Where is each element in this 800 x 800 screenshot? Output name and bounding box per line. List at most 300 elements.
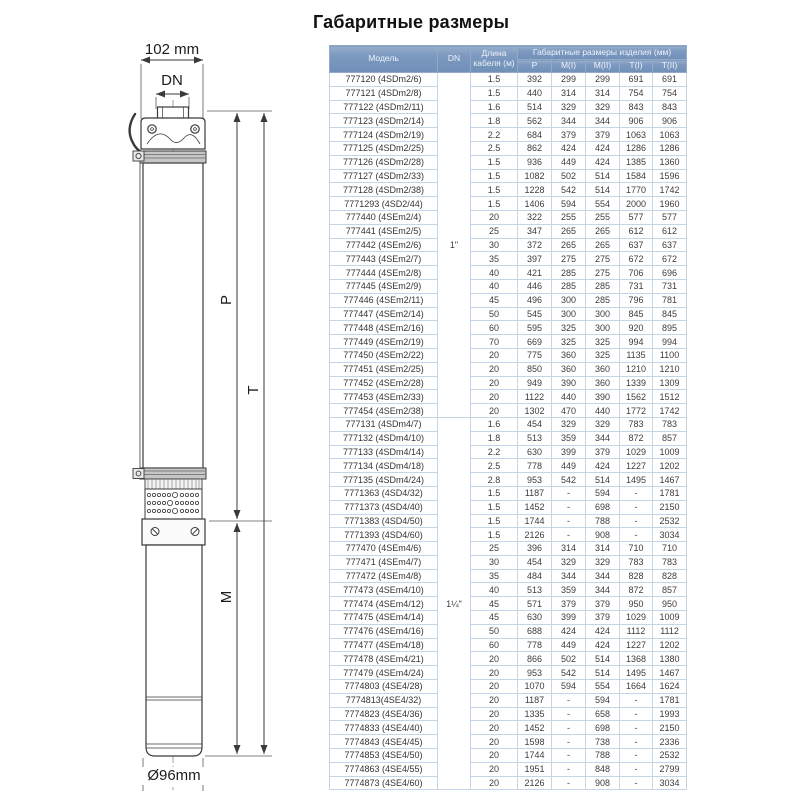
dim-p-cell: 778: [518, 459, 552, 473]
dim-t2-cell: 1360: [653, 155, 687, 169]
dim-m2-cell: 360: [586, 376, 620, 390]
dim-m1-cell: 449: [552, 155, 586, 169]
cable-length-cell: 60: [471, 321, 518, 335]
model-cell: 777450 (4SEm2/22): [330, 348, 438, 362]
motor-housing: [146, 545, 202, 756]
dim-p-cell: 1452: [518, 721, 552, 735]
dim-t2-cell: 696: [653, 266, 687, 280]
dim-p-cell: 484: [518, 569, 552, 583]
dn-cell: 1¼": [438, 417, 471, 790]
dim-t1-cell: 1112: [620, 624, 653, 638]
table-row: [330, 762, 687, 776]
dim-t1-cell: 906: [620, 114, 653, 128]
model-cell: 777452 (4SEm2/28): [330, 376, 438, 390]
dim-t2-cell: 1742: [653, 183, 687, 197]
dim-t1-cell: 1029: [620, 611, 653, 625]
model-cell: 777126 (4SDm2/28): [330, 155, 438, 169]
dim-p-cell: 513: [518, 431, 552, 445]
dim-m2-cell: 329: [586, 100, 620, 114]
cable-length-cell: 2.5: [471, 459, 518, 473]
table-row: [330, 141, 687, 155]
dim-t1-cell: 1063: [620, 128, 653, 142]
dim-m1-cell: 440: [552, 390, 586, 404]
dim-m2-cell: 424: [586, 141, 620, 155]
table-row: [330, 707, 687, 721]
dim-t1-cell: 1664: [620, 680, 653, 694]
model-cell: 777471 (4SEm4/7): [330, 555, 438, 569]
model-cell: 7774843 (4SE4/45): [330, 735, 438, 749]
dim-t1-cell: 706: [620, 266, 653, 280]
dim-m2-cell: 300: [586, 321, 620, 335]
dim-p-cell: 1744: [518, 749, 552, 763]
dim-p-cell: 1598: [518, 735, 552, 749]
dim-m1-cell: 360: [552, 362, 586, 376]
model-cell: 777444 (4SEm2/8): [330, 266, 438, 280]
dim-m2-cell: 554: [586, 197, 620, 211]
model-cell: 777447 (4SEm2/14): [330, 307, 438, 321]
dim-t1-cell: -: [620, 749, 653, 763]
table-row: [330, 307, 687, 321]
cable-length-cell: 40: [471, 583, 518, 597]
dim-p-cell: 1187: [518, 693, 552, 707]
model-cell: 777477 (4SEm4/18): [330, 638, 438, 652]
dim-p-cell: 850: [518, 362, 552, 376]
table-row: [330, 776, 687, 790]
dim-t1-cell: 1135: [620, 348, 653, 362]
dim-m2-cell: 265: [586, 238, 620, 252]
dim-t1-cell: 872: [620, 583, 653, 597]
model-cell: 777442 (4SEm2/6): [330, 238, 438, 252]
dim-m2-cell: 360: [586, 362, 620, 376]
dim-t2-cell: 857: [653, 583, 687, 597]
dim-p-cell: 571: [518, 597, 552, 611]
dim-m1-cell: 360: [552, 348, 586, 362]
dim-t1-cell: 1562: [620, 390, 653, 404]
dim-m1-cell: 325: [552, 321, 586, 335]
model-cell: 777443 (4SEm2/7): [330, 252, 438, 266]
header-model: Модель: [330, 46, 438, 73]
model-cell: 777446 (4SEm2/11): [330, 293, 438, 307]
dim-t1-cell: 1584: [620, 169, 653, 183]
dim-t1-cell: 1210: [620, 362, 653, 376]
cable-length-cell: 60: [471, 638, 518, 652]
dim-m1-cell: 255: [552, 210, 586, 224]
dim-m2-cell: 514: [586, 666, 620, 680]
dim-m2-cell: 424: [586, 624, 620, 638]
dim-m1-cell: -: [552, 762, 586, 776]
cable-length-cell: 35: [471, 252, 518, 266]
model-cell: 7774823 (4SE4/36): [330, 707, 438, 721]
model-cell: 777125 (4SDm2/25): [330, 141, 438, 155]
dim-t2-cell: 1467: [653, 666, 687, 680]
dim-p-cell: 1335: [518, 707, 552, 721]
table-row: [330, 555, 687, 569]
cable-length-cell: 20: [471, 404, 518, 418]
model-cell: 777478 (4SEm4/21): [330, 652, 438, 666]
dim-m2-cell: 314: [586, 86, 620, 100]
dim-t1-cell: 1495: [620, 473, 653, 487]
lower-clamp-band: [133, 468, 206, 479]
pump-barrel: [143, 163, 203, 468]
table-row: [330, 210, 687, 224]
dim-t2-cell: 783: [653, 555, 687, 569]
dim-m1-cell: 344: [552, 569, 586, 583]
dim-m1-cell: 275: [552, 252, 586, 266]
cable-length-cell: 50: [471, 624, 518, 638]
dim-m2-cell: 275: [586, 266, 620, 280]
dim-m1-cell: 285: [552, 266, 586, 280]
dim-m1-cell: 379: [552, 597, 586, 611]
cable-length-cell: 1.5: [471, 183, 518, 197]
model-cell: 7771373 (4SD4/40): [330, 500, 438, 514]
dim-t2-cell: 2532: [653, 514, 687, 528]
dim-m2-cell: 514: [586, 473, 620, 487]
cable-length-cell: 1.5: [471, 528, 518, 542]
dim-label-m: M: [218, 590, 235, 604]
dim-m2-cell: 514: [586, 183, 620, 197]
dim-t1-cell: 920: [620, 321, 653, 335]
dim-m2-cell: 325: [586, 335, 620, 349]
dim-m1-cell: 502: [552, 169, 586, 183]
dim-m2-cell: 344: [586, 431, 620, 445]
cable-clamp-bolt: [133, 151, 144, 161]
dim-m2-cell: 379: [586, 611, 620, 625]
dim-m1-cell: 300: [552, 293, 586, 307]
cable-length-cell: 1.5: [471, 86, 518, 100]
dim-t2-cell: 1993: [653, 707, 687, 721]
dim-t2-cell: 612: [653, 224, 687, 238]
model-cell: 777122 (4SDm2/11): [330, 100, 438, 114]
dim-m1-cell: 502: [552, 652, 586, 666]
dim-p-cell: 862: [518, 141, 552, 155]
dn-cell: 1": [438, 73, 471, 418]
dim-t1-cell: 845: [620, 307, 653, 321]
collar-band: [133, 151, 206, 163]
dim-m2-cell: 265: [586, 224, 620, 238]
dim-t1-cell: 637: [620, 238, 653, 252]
dim-m2-cell: 314: [586, 542, 620, 556]
dim-t2-cell: 1781: [653, 693, 687, 707]
dim-t2-cell: 3034: [653, 776, 687, 790]
dim-p-cell: 347: [518, 224, 552, 238]
table-row: [330, 652, 687, 666]
dim-m2-cell: 698: [586, 721, 620, 735]
header-t2: T(II): [653, 60, 687, 73]
cable-length-cell: 40: [471, 279, 518, 293]
model-cell: 777475 (4SEm4/14): [330, 611, 438, 625]
dim-m1-cell: 390: [552, 376, 586, 390]
table-row: [330, 500, 687, 514]
coupling-flange: [142, 519, 205, 545]
dim-m2-cell: 594: [586, 693, 620, 707]
dim-m1-cell: -: [552, 486, 586, 500]
table-row: [330, 721, 687, 735]
dim-t1-cell: 577: [620, 210, 653, 224]
dim-t2-cell: 731: [653, 279, 687, 293]
dim-t1-cell: -: [620, 528, 653, 542]
dim-m1-cell: 424: [552, 624, 586, 638]
table-row: [330, 473, 687, 487]
dim-t2-cell: 1210: [653, 362, 687, 376]
header-m1: M(I): [552, 60, 586, 73]
dim-p-cell: 775: [518, 348, 552, 362]
table-row: [330, 735, 687, 749]
dim-m1-cell: 265: [552, 238, 586, 252]
dim-t2-cell: 1100: [653, 348, 687, 362]
table-row: [330, 583, 687, 597]
header-t1: T(I): [620, 60, 653, 73]
dim-p-cell: 936: [518, 155, 552, 169]
dim-m1-cell: 399: [552, 445, 586, 459]
dim-t2-cell: 2799: [653, 762, 687, 776]
dim-m2-cell: 275: [586, 252, 620, 266]
model-cell: 777479 (4SEm4/24): [330, 666, 438, 680]
dim-m1-cell: -: [552, 528, 586, 542]
dim-p-cell: 688: [518, 624, 552, 638]
dim-t1-cell: 843: [620, 100, 653, 114]
dim-t1-cell: 1029: [620, 445, 653, 459]
dim-m1-cell: 379: [552, 128, 586, 142]
dim-t2-cell: 1624: [653, 680, 687, 694]
dim-m1-cell: -: [552, 500, 586, 514]
table-row: [330, 128, 687, 142]
dim-p-cell: 440: [518, 86, 552, 100]
dim-p-cell: 595: [518, 321, 552, 335]
dim-t1-cell: -: [620, 721, 653, 735]
model-cell: 777476 (4SEm4/16): [330, 624, 438, 638]
cable-length-cell: 40: [471, 266, 518, 280]
dim-t1-cell: 1227: [620, 459, 653, 473]
header-dimensions-group: Габаритные размеры изделия (мм): [518, 46, 687, 60]
dim-t2-cell: 1202: [653, 638, 687, 652]
cable-length-cell: 20: [471, 652, 518, 666]
model-cell: 777441 (4SEm2/5): [330, 224, 438, 238]
dim-t2-cell: 1960: [653, 197, 687, 211]
cable-length-cell: 2.5: [471, 141, 518, 155]
dim-m1-cell: 300: [552, 307, 586, 321]
dim-t1-cell: 691: [620, 73, 653, 87]
table-row: [330, 100, 687, 114]
dim-t1-cell: 1286: [620, 141, 653, 155]
dim-t2-cell: 1742: [653, 404, 687, 418]
table-row: [330, 224, 687, 238]
dim-t2-cell: 895: [653, 321, 687, 335]
dim-m1-cell: -: [552, 514, 586, 528]
dim-m2-cell: 344: [586, 114, 620, 128]
cable-length-cell: 20: [471, 348, 518, 362]
dim-t2-cell: 781: [653, 293, 687, 307]
dim-m1-cell: 344: [552, 114, 586, 128]
model-cell: 777121 (4SDm2/8): [330, 86, 438, 100]
dim-m2-cell: 554: [586, 680, 620, 694]
dim-t1-cell: 796: [620, 293, 653, 307]
cable-length-cell: 1.8: [471, 431, 518, 445]
dim-t1-cell: 1772: [620, 404, 653, 418]
cable-length-cell: 1.6: [471, 417, 518, 431]
dim-m2-cell: 300: [586, 307, 620, 321]
cable-length-cell: 70: [471, 335, 518, 349]
model-cell: 777134 (4SDm4/18): [330, 459, 438, 473]
model-cell: 777135 (4SDm4/24): [330, 473, 438, 487]
table-row: [330, 266, 687, 280]
table-row: [330, 542, 687, 556]
dim-m1-cell: -: [552, 735, 586, 749]
model-cell: 777128 (4SDm2/38): [330, 183, 438, 197]
model-cell: 7774803 (4SE4/28): [330, 680, 438, 694]
cable-length-cell: 45: [471, 611, 518, 625]
dim-t2-cell: 1309: [653, 376, 687, 390]
dim-p-cell: 1070: [518, 680, 552, 694]
dim-t1-cell: -: [620, 735, 653, 749]
dim-m2-cell: 379: [586, 597, 620, 611]
dim-t2-cell: 828: [653, 569, 687, 583]
dim-t1-cell: -: [620, 776, 653, 790]
dim-m2-cell: 658: [586, 707, 620, 721]
dim-p-cell: 630: [518, 445, 552, 459]
table-row: [330, 680, 687, 694]
dim-p-cell: 562: [518, 114, 552, 128]
dim-t1-cell: -: [620, 500, 653, 514]
dim-m2-cell: 788: [586, 749, 620, 763]
dim-t2-cell: 710: [653, 542, 687, 556]
dim-t2-cell: 1781: [653, 486, 687, 500]
dim-m1-cell: -: [552, 693, 586, 707]
dim-p-cell: 545: [518, 307, 552, 321]
model-cell: 777448 (4SEm2/16): [330, 321, 438, 335]
dim-p-cell: 630: [518, 611, 552, 625]
dim-t2-cell: 2336: [653, 735, 687, 749]
header-p: P: [518, 60, 552, 73]
dim-t1-cell: -: [620, 762, 653, 776]
model-cell: 7774873 (4SE4/60): [330, 776, 438, 790]
table-row: [330, 569, 687, 583]
dim-p-cell: 1187: [518, 486, 552, 500]
table-row: [330, 459, 687, 473]
cable-length-cell: 35: [471, 569, 518, 583]
cable-length-cell: 20: [471, 735, 518, 749]
cable-length-cell: 20: [471, 390, 518, 404]
cable-length-cell: 1.5: [471, 155, 518, 169]
dim-m2-cell: 329: [586, 417, 620, 431]
dim-m1-cell: -: [552, 707, 586, 721]
table-row: [330, 183, 687, 197]
dim-m1-cell: 399: [552, 611, 586, 625]
header-m2: M(II): [586, 60, 620, 73]
cable-length-cell: 20: [471, 680, 518, 694]
table-row: [330, 666, 687, 680]
dim-t2-cell: 2150: [653, 500, 687, 514]
dim-t2-cell: 1380: [653, 652, 687, 666]
dim-t2-cell: 1112: [653, 624, 687, 638]
model-cell: 777133 (4SDm4/14): [330, 445, 438, 459]
cable-length-cell: 20: [471, 721, 518, 735]
table-row: [330, 321, 687, 335]
dim-m1-cell: -: [552, 749, 586, 763]
dim-t1-cell: 731: [620, 279, 653, 293]
dim-p-cell: 1302: [518, 404, 552, 418]
dim-m2-cell: 908: [586, 776, 620, 790]
table-row: [330, 197, 687, 211]
dim-t1-cell: -: [620, 514, 653, 528]
dim-p-cell: 1122: [518, 390, 552, 404]
dim-m2-cell: 379: [586, 445, 620, 459]
model-cell: 777454 (4SEm2/38): [330, 404, 438, 418]
dim-m2-cell: 848: [586, 762, 620, 776]
dim-t2-cell: 906: [653, 114, 687, 128]
dim-m1-cell: -: [552, 721, 586, 735]
cable-length-cell: 20: [471, 210, 518, 224]
dim-t1-cell: 828: [620, 569, 653, 583]
table-row: [330, 486, 687, 500]
table-row: [330, 390, 687, 404]
dim-t2-cell: 672: [653, 252, 687, 266]
dim-m1-cell: 470: [552, 404, 586, 418]
table-row: [330, 155, 687, 169]
dim-t1-cell: 1368: [620, 652, 653, 666]
dim-t1-cell: 672: [620, 252, 653, 266]
table-row: [330, 376, 687, 390]
dim-p-cell: 2126: [518, 528, 552, 542]
dim-t1-cell: 1770: [620, 183, 653, 197]
dim-m1-cell: 359: [552, 431, 586, 445]
cable-length-cell: 45: [471, 293, 518, 307]
dim-p-cell: 1082: [518, 169, 552, 183]
model-cell: 777472 (4SEm4/8): [330, 569, 438, 583]
model-cell: 777123 (4SDm2/14): [330, 114, 438, 128]
dim-p-cell: 372: [518, 238, 552, 252]
model-cell: 777451 (4SEm2/25): [330, 362, 438, 376]
dim-p-cell: 684: [518, 128, 552, 142]
cable-length-cell: 20: [471, 762, 518, 776]
dim-t1-cell: 1339: [620, 376, 653, 390]
dim-t1-cell: 1495: [620, 666, 653, 680]
dim-m1-cell: 594: [552, 680, 586, 694]
model-cell: 7771393 (4SD4/60): [330, 528, 438, 542]
dim-p-cell: 953: [518, 666, 552, 680]
header-cable-length: Длина кабеля (м): [471, 46, 518, 73]
dim-m1-cell: 329: [552, 417, 586, 431]
table-row: [330, 279, 687, 293]
table-row: [330, 611, 687, 625]
dim-p-cell: 421: [518, 266, 552, 280]
model-cell: 7771293 (4SD2/44): [330, 197, 438, 211]
dim-t1-cell: 1227: [620, 638, 653, 652]
dim-t2-cell: 1286: [653, 141, 687, 155]
model-cell: 7774833 (4SE4/40): [330, 721, 438, 735]
dim-p-cell: 866: [518, 652, 552, 666]
table-row: [330, 514, 687, 528]
cable-length-cell: 20: [471, 707, 518, 721]
cable-length-cell: 20: [471, 666, 518, 680]
dim-m1-cell: 314: [552, 86, 586, 100]
dim-m1-cell: 542: [552, 183, 586, 197]
dim-m2-cell: 285: [586, 279, 620, 293]
cable-length-cell: 30: [471, 555, 518, 569]
dim-t2-cell: 1596: [653, 169, 687, 183]
cable-length-cell: 25: [471, 224, 518, 238]
dim-t1-cell: 783: [620, 417, 653, 431]
table-row: [330, 348, 687, 362]
model-cell: 777470 (4SEm4/6): [330, 542, 438, 556]
model-cell: 777132 (4SDm4/10): [330, 431, 438, 445]
dim-m1-cell: 314: [552, 542, 586, 556]
table-row: [330, 528, 687, 542]
dim-p-cell: 778: [518, 638, 552, 652]
cable-length-cell: 1.8: [471, 114, 518, 128]
table-row: [330, 293, 687, 307]
table-row: [330, 417, 687, 431]
dim-t2-cell: 1009: [653, 445, 687, 459]
